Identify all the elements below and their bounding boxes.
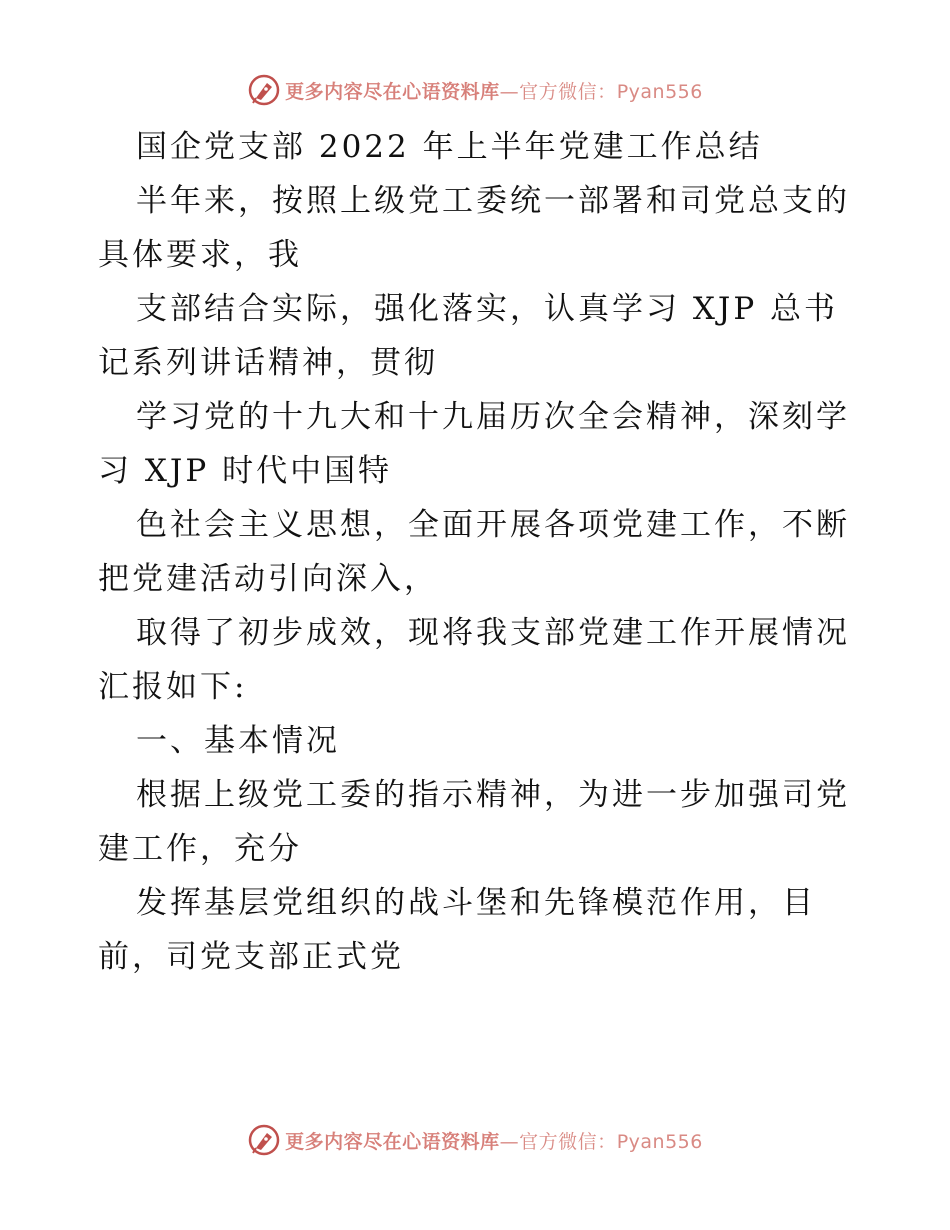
paragraph-line: 建工作，充分 [98,831,302,867]
paragraph-line: 半年来，按照上级党工委统一部署和司党总支的 [136,183,850,219]
watermark-wechat-label: 官方微信： [519,80,617,103]
paragraph-line: 具体要求，我 [98,237,302,273]
paragraph-line: 习 XJP 时代中国特 [98,453,393,489]
paragraph-line: 色社会主义思想，全面开展各项党建工作，不断 [136,507,850,543]
section-heading: 一、基本情况 [136,723,340,759]
pen-nib-logo-icon [247,1123,281,1157]
watermark-text [285,1127,703,1154]
document-title: 国企党支部 2022 年上半年党建工作总结 [136,129,763,165]
paragraph-line: 根据上级党工委的指示精神，为进一步加强司党 [136,777,850,813]
watermark-text [285,77,703,104]
paragraph-line: 支部结合实际，强化落实，认真学习 XJP 总书 [136,291,839,327]
watermark-wechat-id: Pyan556 [616,1130,703,1153]
header-watermark [0,70,950,110]
paragraph-line: 发挥基层党组织的战斗堡和先锋模范作用，目 [136,885,816,921]
paragraph-line: 学习党的十九大和十九届历次全会精神，深刻学 [136,399,850,435]
pen-nib-logo-icon [247,73,281,107]
watermark-wechat-id: Pyan556 [616,80,703,103]
watermark-brand: 更多内容尽在心语资料库 [285,1130,500,1153]
paragraph-line: 取得了初步成效，现将我支部党建工作开展情况 [136,615,850,651]
paragraph-line: 汇报如下: [98,669,248,705]
document-body [98,120,858,984]
footer-watermark [0,1120,950,1160]
paragraph-line: 记系列讲话精神，贯彻 [98,345,438,381]
watermark-separator: — [499,80,520,103]
watermark-brand: 更多内容尽在心语资料库 [285,80,500,103]
watermark-wechat-label: 官方微信： [519,1130,617,1153]
paragraph-line: 前，司党支部正式党 [98,939,404,975]
paragraph-line: 把党建活动引向深入， [98,561,438,597]
watermark-separator: — [499,1130,520,1153]
